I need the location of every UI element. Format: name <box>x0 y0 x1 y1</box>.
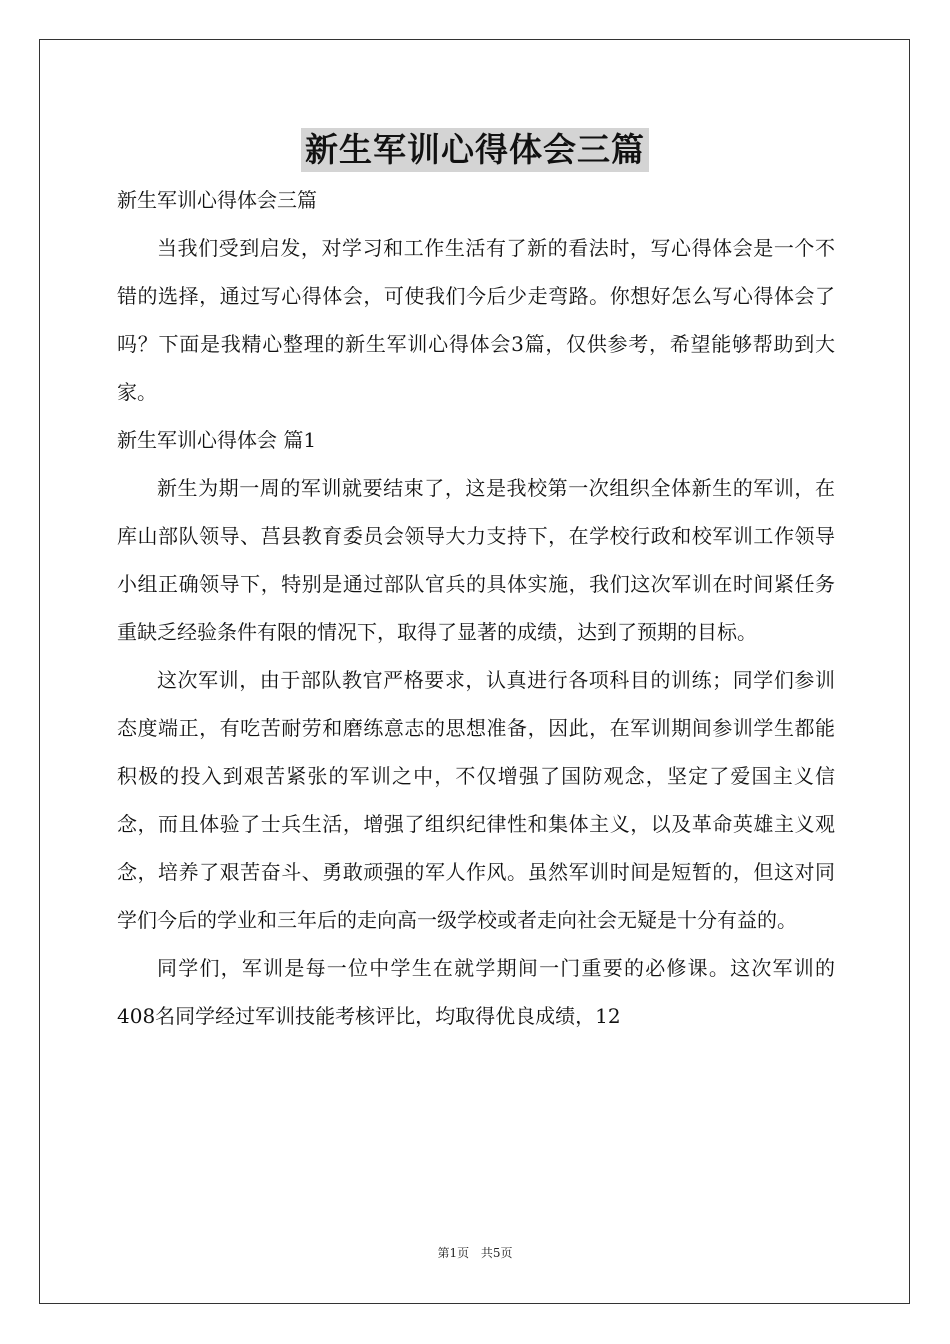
section-heading: 新生军训心得体会 篇1 <box>117 428 317 452</box>
body-paragraph: 新生为期一周的军训就要结束了，这是我校第一次组织全体新生的军训，在库山部队领导、莒县教育委员会领导大力支持下，在学校行政和校军训工作领导小组正确领导下，特别是通过部队官兵的具体实施，我们这次军训在时间紧任务重缺乏经验条件有限的情况下，取得了显著的成绩，达到了预期的目标。 <box>117 476 835 644</box>
title-container <box>0 128 950 172</box>
body-paragraph: 这次军训，由于部队教官严格要求，认真进行各项科目的训练；同学们参训态度端正，有吃苦耐劳和磨练意志的思想准备，因此，在军训期间参训学生都能积极的投入到艰苦紧张的军训之中，不仅增强了国防观念，坚定了爱国主义信念，而且体验了士兵生活，增强了组织纪律性和集体主义，以及革命英雄主义观念，培养了艰苦奋斗、勇敢顽强的军人作风。虽然军训时间是短暂的，但这对同学们今后的学业和三年后的走向高一级学校或者走向社会无疑是十分有益的。 <box>117 668 835 932</box>
page-total: 共5页 <box>480 1246 513 1260</box>
body-paragraph: 同学们，军训是每一位中学生在就学期间一门重要的必修课。这次军训的408名同学经过军训技能考核评比，均取得优良成绩，12 <box>117 956 835 1028</box>
intro-paragraph: 当我们受到启发，对学习和工作生活有了新的看法时，写心得体会是一个不错的选择，通过写心得体会，可使我们今后少走弯路。你想好怎么写心得体会了吗？下面是我精心整理的新生军训心得体会3篇，仅供参考，希望能够帮助到大家。 <box>117 236 835 404</box>
page-footer <box>0 1244 950 1261</box>
document-title: 新生军训心得体会三篇 <box>301 128 649 172</box>
document-subtitle: 新生军训心得体会三篇 <box>117 188 317 212</box>
document-body <box>117 176 835 1040</box>
page-number: 第1页 <box>437 1246 470 1260</box>
